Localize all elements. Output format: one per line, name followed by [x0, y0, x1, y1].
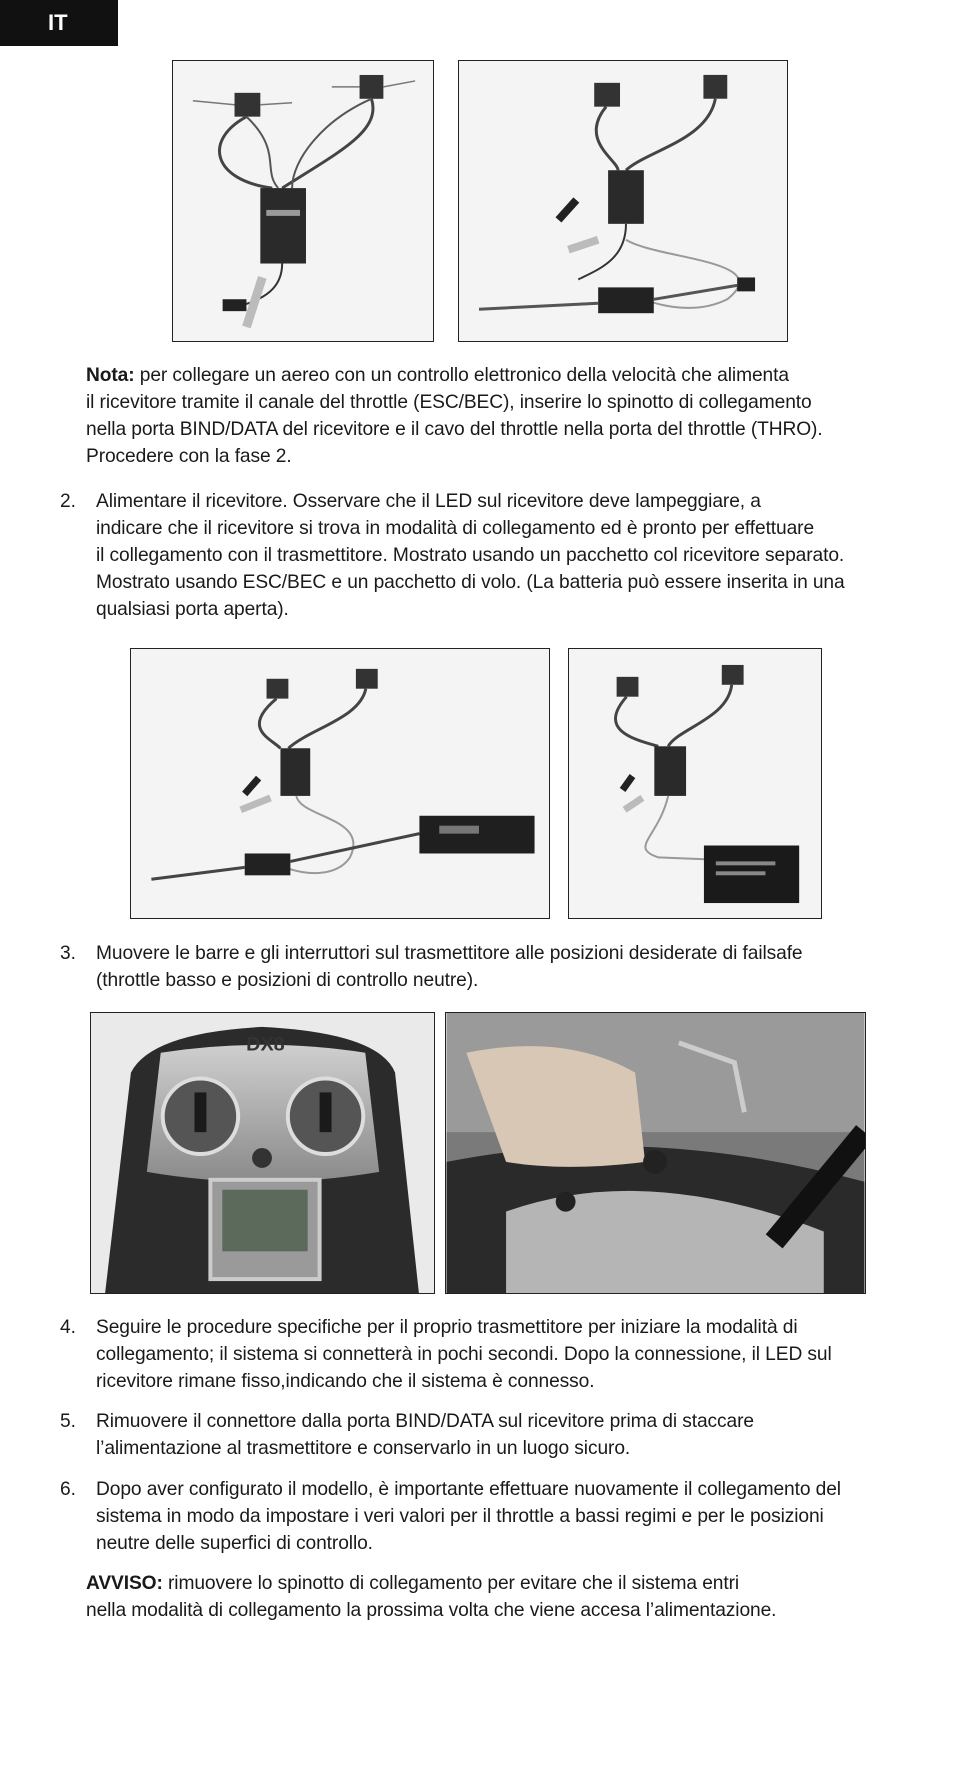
step-line: Muovere le barre e gli interruttori sul trasmettitore alle posizioni desiderate di failsafe — [96, 943, 803, 964]
step-body — [96, 1314, 910, 1395]
note-line: il ricevitore tramite il canale del throttle (ESC/BEC), inserire lo spinotto di collegamento — [86, 392, 812, 413]
step-line: ricevitore rimane fisso,indicando che il sistema è connesso. — [96, 1371, 595, 1392]
step-line: Dopo aver configurato il modello, è importante effettuare nuovamente il collegamento del — [96, 1479, 841, 1500]
language-tab-label: IT — [48, 10, 68, 35]
language-tab — [0, 0, 118, 46]
step-line: Mostrato usando ESC/BEC e un pacchetto di volo. (La batteria può essere inserita in una — [96, 572, 845, 593]
step-5 — [60, 1408, 910, 1462]
photo-receiver-esc-bec — [458, 60, 788, 342]
note-line: Procedere con la fase 2. — [86, 446, 292, 467]
transmitter-brand-text: DX8 — [246, 1033, 285, 1056]
step-2 — [60, 488, 910, 623]
step-line: indicare che il ricevitore si trova in modalità di collegamento ed è pronto per effettuare — [96, 518, 815, 539]
photo-transmitter-switches — [445, 1012, 866, 1294]
step-number: 4. — [60, 1317, 76, 1338]
step-body — [96, 1408, 910, 1462]
step-line: (throttle basso e posizioni di controllo neutre). — [96, 970, 479, 991]
note-line: nella porta BIND/DATA del ricevitore e il cavo del throttle nella porta del throttle (THRO). — [86, 419, 823, 440]
step-line: Alimentare il ricevitore. Osservare che il LED sul ricevitore deve lampeggiare, a — [96, 491, 761, 512]
notice-paragraph — [86, 1570, 926, 1624]
step-line: sistema in modo da impostare i veri valori per il throttle a bassi regimi e per le posizioni — [96, 1506, 824, 1527]
step-number: 2. — [60, 491, 76, 512]
step-number: 3. — [60, 943, 76, 964]
step-4 — [60, 1314, 910, 1395]
step-body — [96, 940, 910, 994]
photo-separate-receiver-pack — [568, 648, 822, 919]
step-line: collegamento; il sistema si connetterà in pochi secondi. Dopo la connessione, il LED sul — [96, 1344, 832, 1365]
note-paragraph — [86, 362, 926, 470]
notice-line — [86, 1570, 926, 1597]
step-line: l’alimentazione al trasmettitore e conservarlo in un luogo sicuro. — [96, 1438, 631, 1459]
step-line: Seguire le procedure specifiche per il proprio trasmettitore per iniziare la modalità di — [96, 1317, 798, 1338]
photo-receiver-bind-plug — [172, 60, 434, 342]
step-number: 6. — [60, 1479, 76, 1500]
step-body — [96, 1476, 910, 1557]
notice-label: AVVISO: — [86, 1573, 163, 1594]
step-line: il collegamento con il trasmettitore. Mostrato usando un pacchetto col ricevitore separato. — [96, 545, 845, 566]
step-line: Rimuovere il connettore dalla porta BIND/DATA sul ricevitore prima di staccare — [96, 1411, 754, 1432]
step-body — [96, 488, 910, 623]
note-line — [86, 362, 926, 389]
note-label: Nota: — [86, 365, 135, 386]
note-line-text: per collegare un aereo con un controllo elettronico della velocità che alimenta — [134, 365, 789, 386]
step-line: neutre delle superfici di controllo. — [96, 1533, 373, 1554]
notice-line-text: rimuovere lo spinotto di collegamento per evitare che il sistema entri — [162, 1573, 740, 1594]
step-line: qualsiasi porta aperta). — [96, 599, 289, 620]
step-3 — [60, 940, 910, 994]
notice-line: nella modalità di collegamento la prossima volta che viene accesa l’alimentazione. — [86, 1600, 777, 1621]
step-number: 5. — [60, 1411, 76, 1432]
photo-transmitter-front — [90, 1012, 435, 1294]
step-6 — [60, 1476, 910, 1557]
photo-esc-flight-pack — [130, 648, 550, 919]
